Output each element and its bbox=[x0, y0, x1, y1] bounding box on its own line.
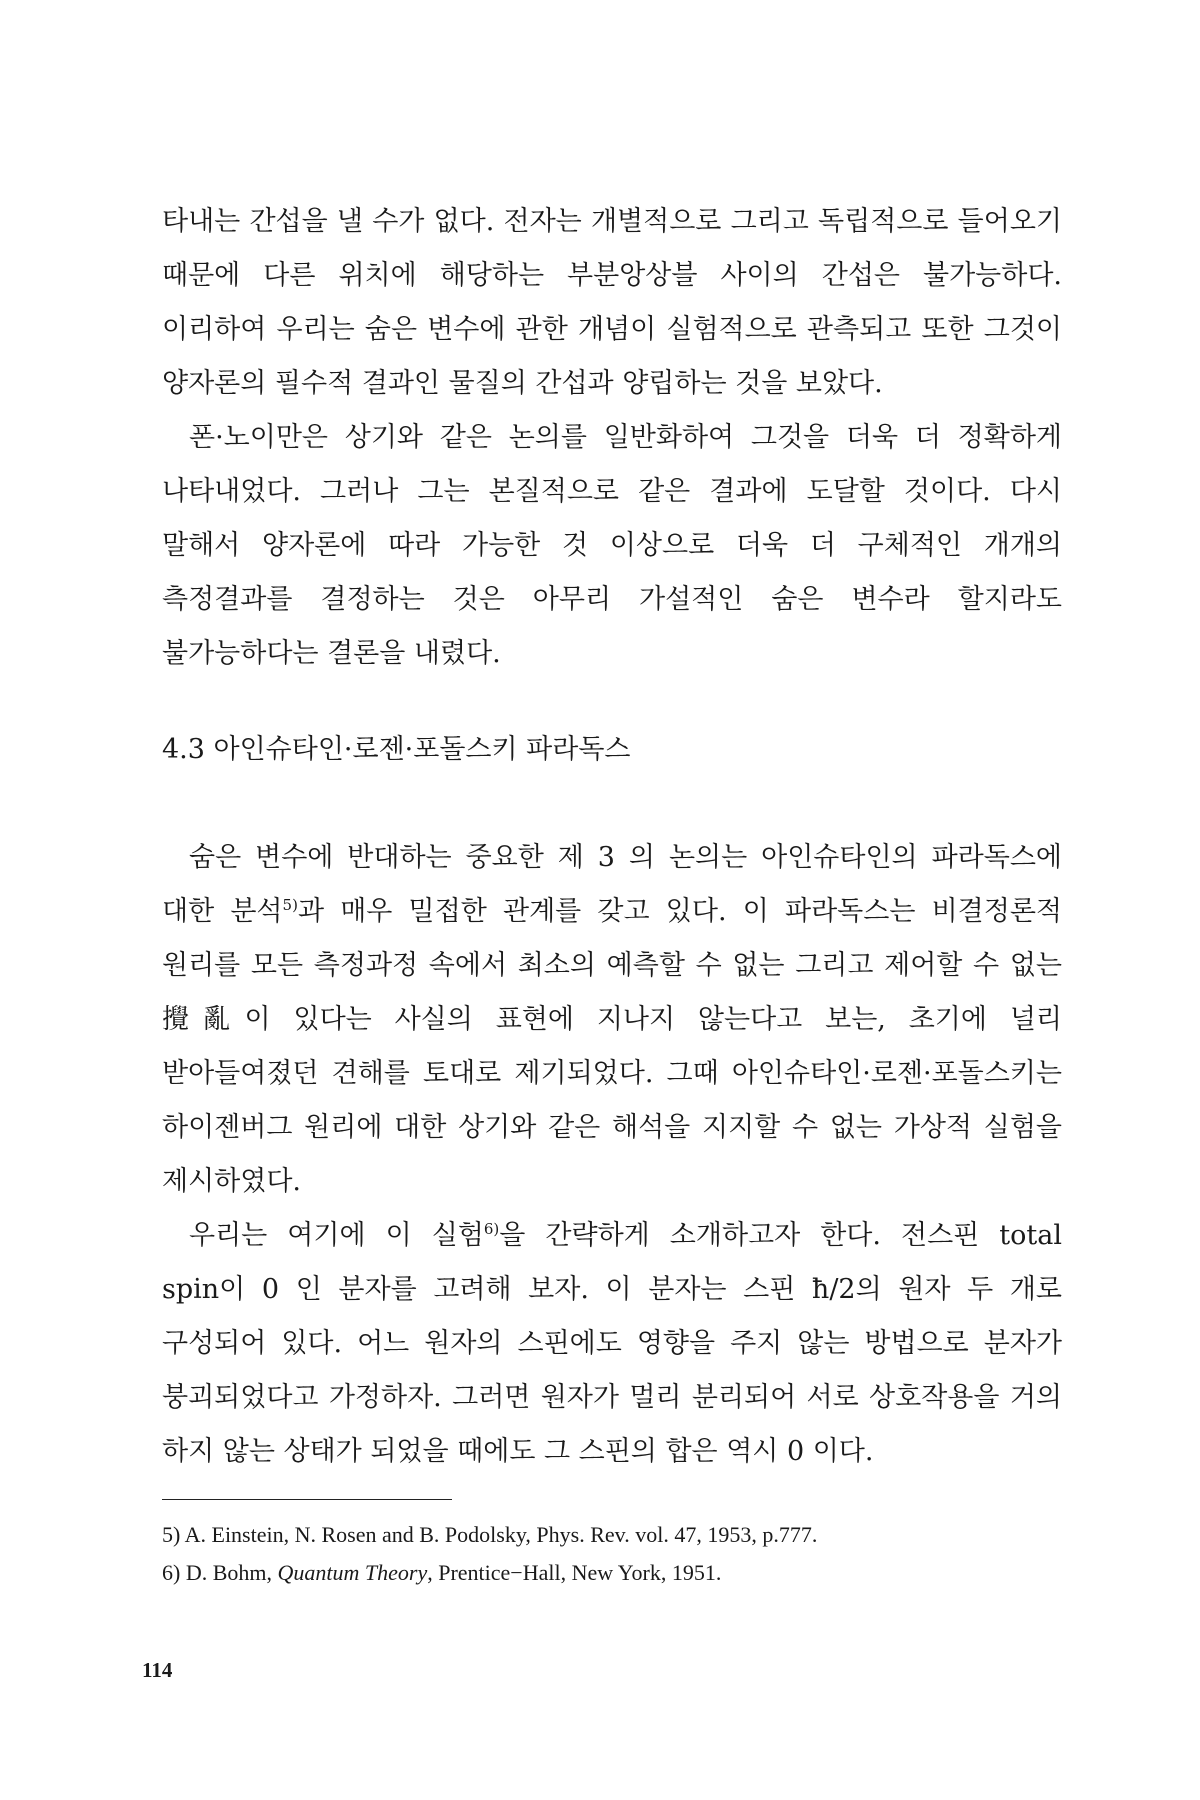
paragraph-spin-text-end: 을 간략하게 소개하고자 한다. 전스핀 total spin이 0 인 분자를 고려해 보자. 이 분자는 스핀 ħ/2의 원자 두 개로 구성되어 있다. 어느 원자의 스핀에도 영향을 주지 않는 방법으로 분자가 붕괴되었다고 가정하자. 그러면 원자가 멀리 분리되어 서로 상호작용을 거의 하지 않는 상태가 되었을 때에도 그 스핀의 합은 역시 0 이다. bbox=[162, 1220, 1062, 1467]
footnote-ref-6: 6) bbox=[483, 1220, 500, 1238]
footnote-divider bbox=[162, 1499, 452, 1500]
paragraph-von-neumann: 폰·노이만은 상기와 같은 논의를 일반화하여 그것을 더욱 더 정확하게 나타내었다. 그러나 그는 본질적으로 같은 결과에 도달할 것이다. 다시 말해서 양자론에 따라 가능한 것 이상으로 더욱 더 구체적인 개개의 측정결과를 결정하는 것은 아무리 가설적인 숨은 변수라 할지라도 불가능하다는 결론을 내렸다. bbox=[162, 422, 1062, 669]
footnote-ref-5: 5) bbox=[282, 896, 298, 914]
page-body bbox=[162, 195, 1062, 1592]
paragraph-epr-text-end: 과 매우 밀접한 관계를 갖고 있다. 이 파라독스는 비결정론적 원리를 모든 측정과정 속에서 최소의 예측할 수 없는 그리고 제어할 수 없는 攪亂이 있다는 사실의 표현에 지나지 않는다고 보는, 초기에 널리 받아들여졌던 견해를 토대로 제기되었다. 그때 아인슈타인·로젠·포돌스키는 하이젠버그 원리에 대한 상기와 같은 해석을 지지할 수 없는 가상적 실험을 제시하였다. bbox=[162, 896, 1062, 1197]
section-heading: 4.3 아인슈타인·로젠·포돌스키 파라독스 bbox=[162, 734, 631, 765]
paragraph-spin-experiment bbox=[162, 1209, 1062, 1479]
footnote-5: 5) A. Einstein, N. Rosen and B. Podolsky, Phys. Rev. vol. 47, 1953, p.777. bbox=[162, 1522, 818, 1547]
paragraph-epr-argument bbox=[162, 831, 1062, 1209]
paragraph-interference: 타내는 간섭을 낼 수가 없다. 전자는 개별적으로 그리고 독립적으로 들어오기 때문에 다른 위치에 해당하는 부분앙상블 사이의 간섭은 불가능하다. 이리하여 우리는 숨은 변수에 관한 개념이 실험적으로 관측되고 또한 그것이 양자론의 필수적 결과인 물질의 간섭과 양립하는 것을 보았다. bbox=[162, 206, 1062, 399]
page-number: 114 bbox=[142, 1658, 173, 1682]
footnote-6-suffix: , Prentice−Hall, New York, 1951. bbox=[427, 1560, 722, 1585]
paragraph-spin-text-start: 우리는 여기에 이 실험 bbox=[189, 1220, 484, 1251]
paragraph-epr-text-start: 숨은 변수에 반대하는 중요한 제 3 의 논의는 아인슈타인의 파라독스에 대한 분석 bbox=[162, 842, 1062, 927]
footnote-6 bbox=[162, 1554, 1062, 1592]
footnote-6-title: Quantum Theory bbox=[277, 1560, 428, 1585]
footnote-6-prefix: 6) D. Bohm, bbox=[162, 1560, 278, 1585]
